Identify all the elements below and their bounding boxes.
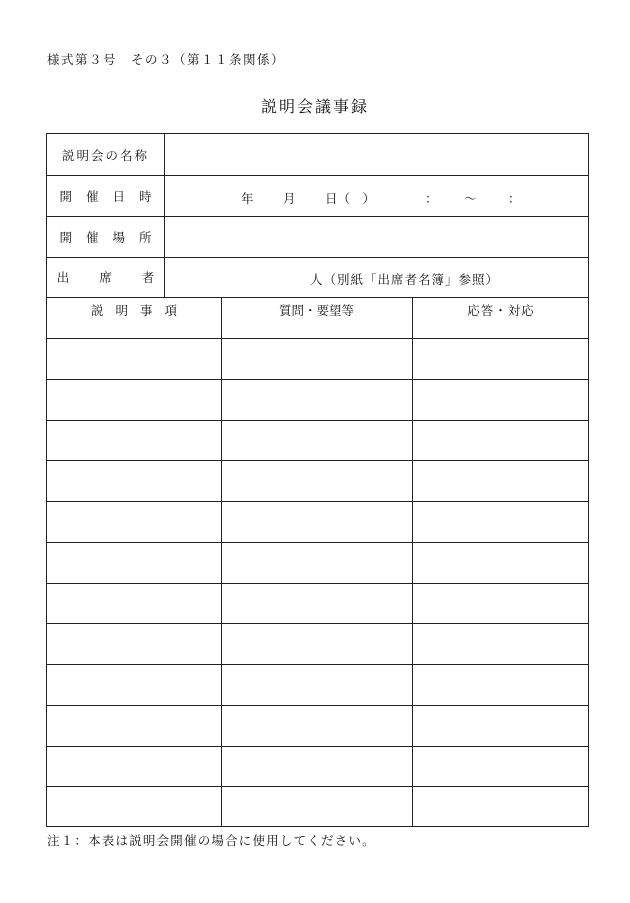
document-title: 説明会議事録: [260, 97, 369, 116]
minutes-form: [46, 133, 589, 827]
form-number: 様式第３号 その３（第１１条関係）: [47, 52, 286, 67]
row-divider: [47, 420, 588, 421]
row-divider: [47, 583, 588, 584]
row-divider: [47, 379, 588, 380]
attendees-text: 人（別紙「出席者名簿」参照）: [310, 272, 500, 287]
row-divider: [47, 460, 588, 461]
column-divider: [221, 297, 222, 827]
month-marker: 月: [283, 191, 296, 206]
meeting-name-label: 説明会の名称: [61, 147, 149, 163]
time-range-tilde: 〜: [464, 191, 477, 206]
column-header-questions: 質問・要望等: [278, 303, 354, 318]
column-header-explanation: 説明事項: [90, 303, 189, 318]
row-divider: [47, 297, 588, 298]
end-time-colon: ：: [508, 191, 521, 206]
row-divider: [47, 542, 588, 543]
row-divider: [47, 746, 588, 747]
venue-label: 開催場所: [59, 229, 166, 245]
column-header-responses: 応答・対応: [467, 303, 535, 318]
datetime-label: 開催日時: [59, 188, 166, 204]
row-divider: [47, 623, 588, 624]
row-divider: [47, 664, 588, 665]
row-divider: [47, 501, 588, 502]
footnote: 注１：本表は説明会開催の場合に使用してください。: [47, 833, 376, 848]
column-divider: [412, 297, 413, 827]
attendees-label: 出席者: [56, 270, 185, 285]
year-marker: 年: [241, 191, 254, 206]
day-marker: 日（ ）: [325, 191, 376, 206]
row-divider: [47, 786, 588, 787]
start-time-colon: ：: [425, 191, 438, 206]
row-divider: [47, 338, 588, 339]
row-divider: [47, 705, 588, 706]
